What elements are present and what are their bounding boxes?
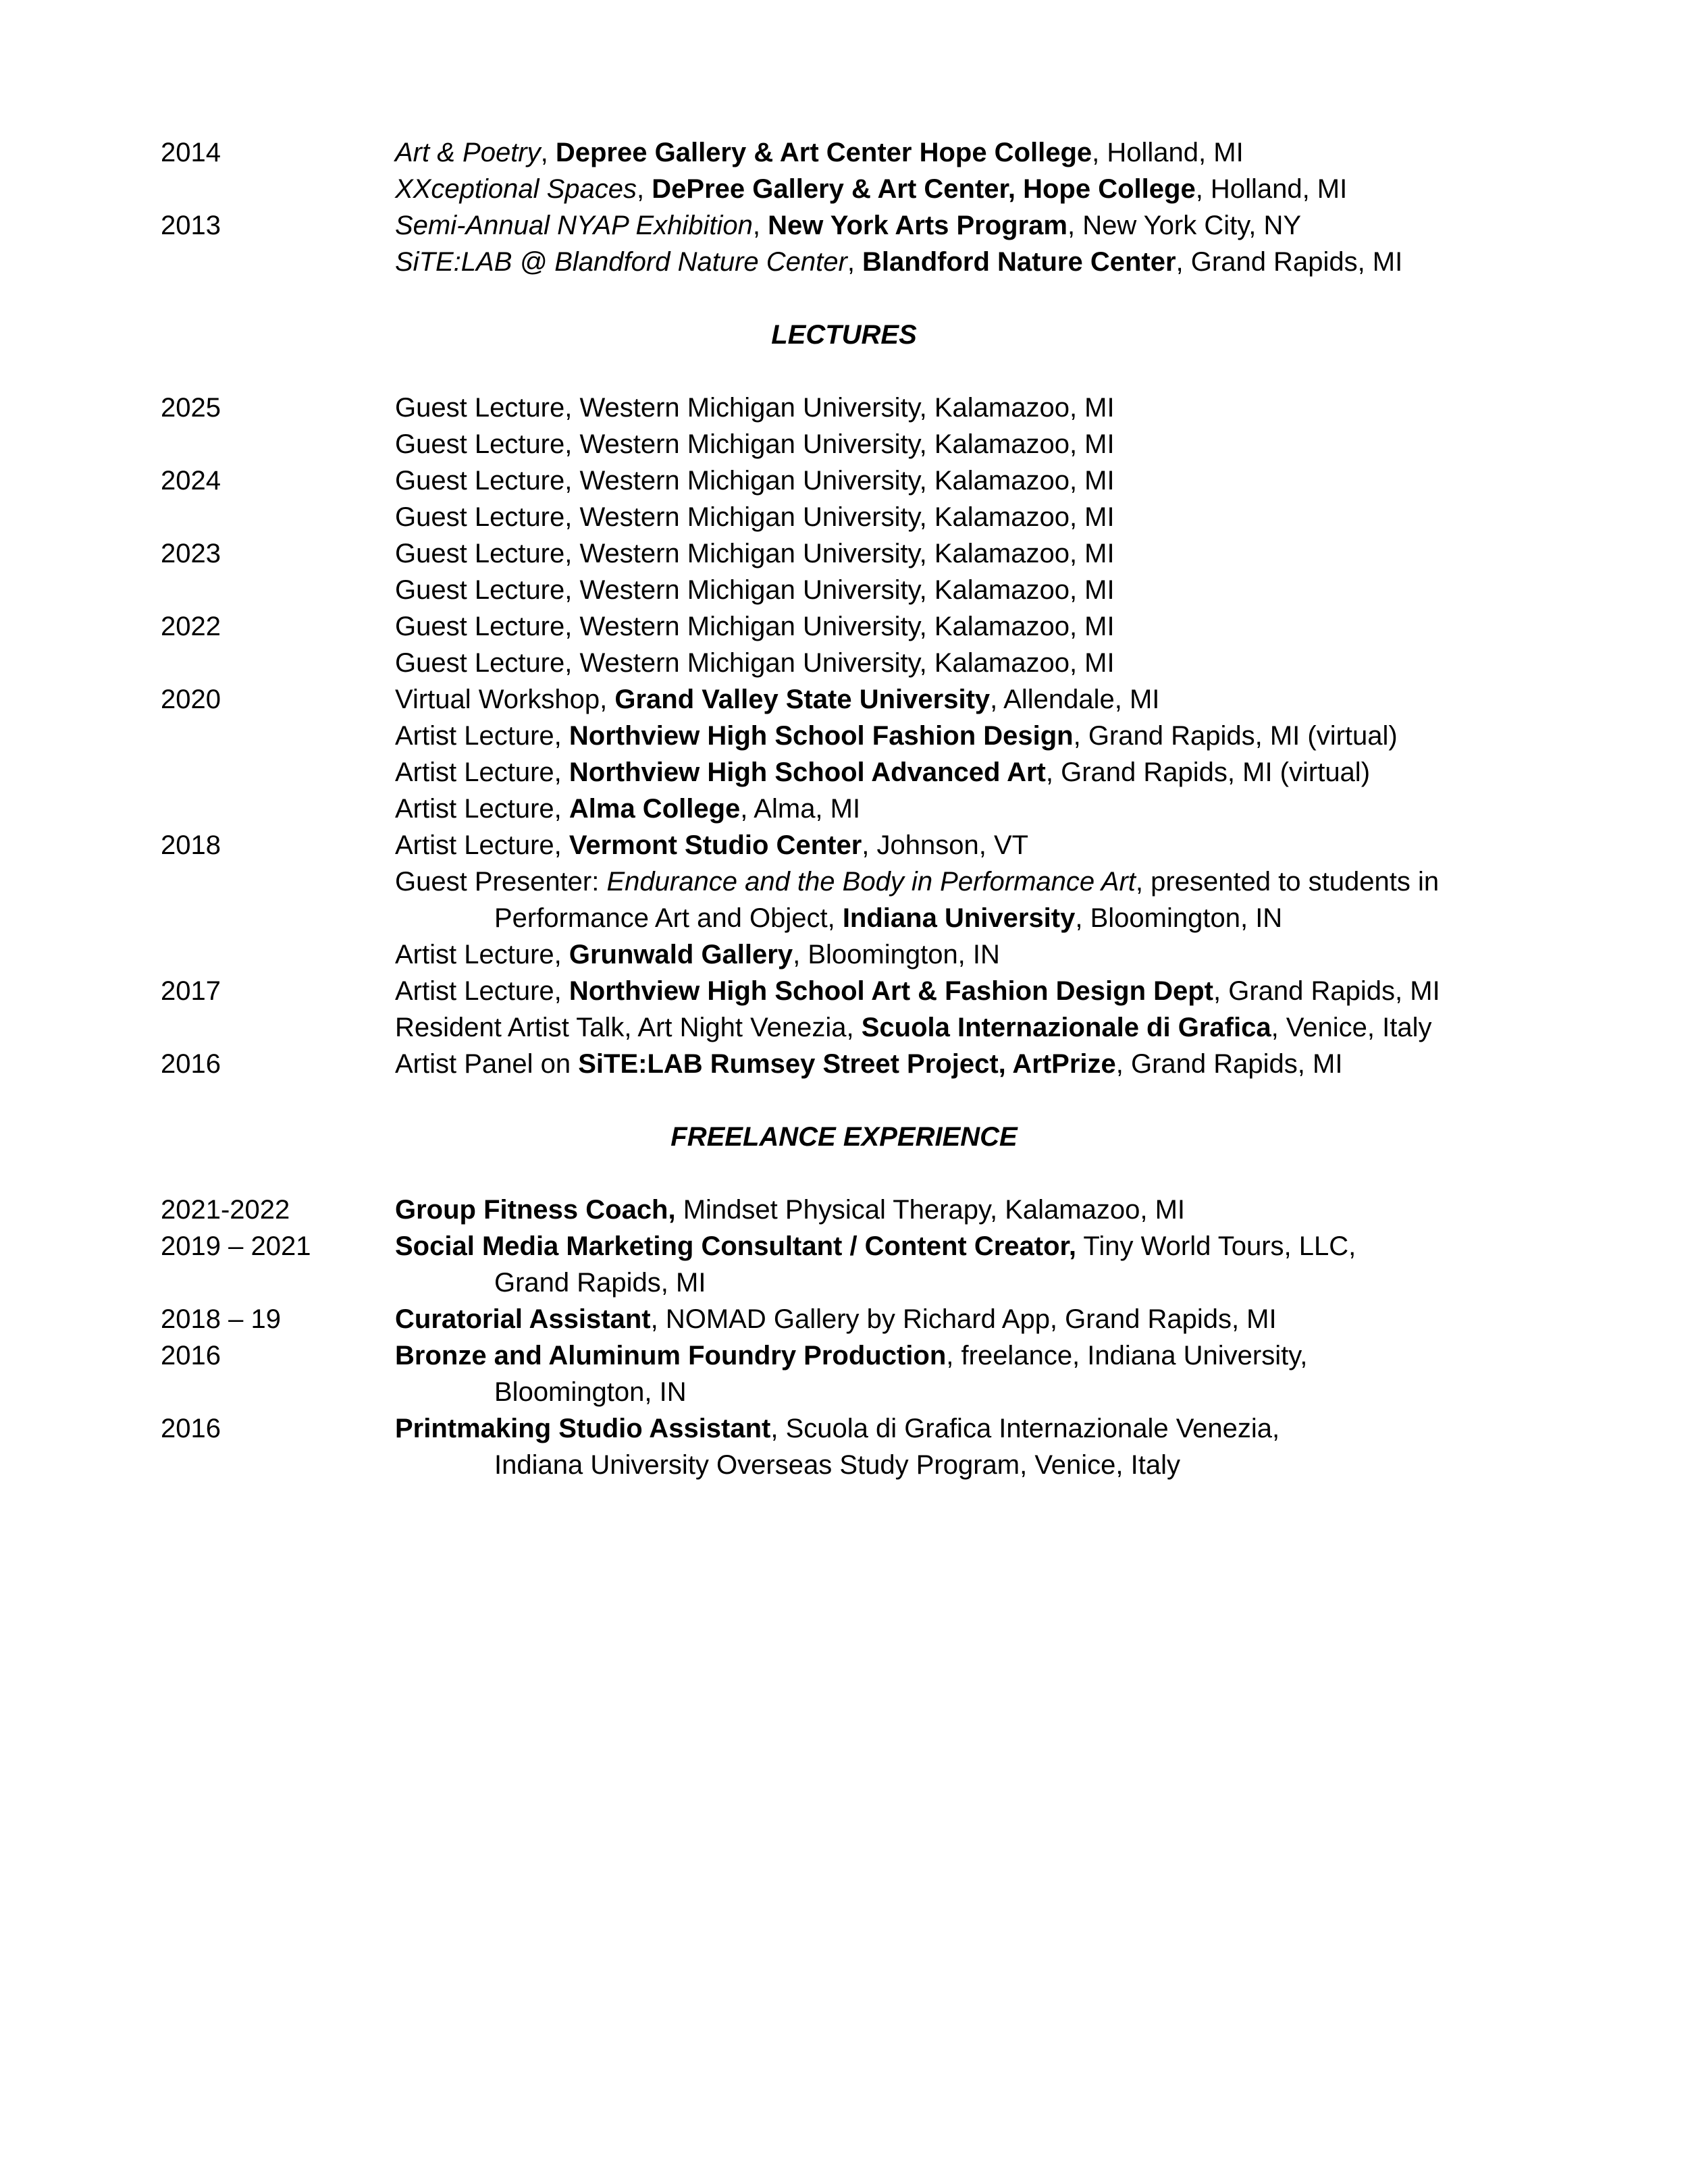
exhibition-venue: New York Arts Program [768,211,1067,240]
lecture-text: Artist Lecture, [395,830,569,860]
entry-year: 2025 [161,393,221,423]
entry-year: 2018 [161,830,221,860]
lecture-venue: Alma College [569,794,741,824]
role-title: Group Fitness Coach, [395,1195,676,1225]
exhibition-title: SiTE:LAB @ Blandford Nature Center [395,247,847,277]
lecture-location: , Grand Rapids, MI (virtual) [1073,721,1398,751]
entry-text [395,608,1115,645]
entry-year: 2024 [161,466,221,496]
entry-year: 2018 – 19 [161,1304,281,1334]
role-details: , freelance, Indiana University, [946,1341,1308,1370]
role-details: Bloomington, IN [494,1377,687,1407]
lecture-text: Guest Lecture, Western Michigan University, Kalamazoo, MI [395,393,1115,423]
entry-text [395,244,1402,280]
entry-text [395,499,1115,535]
entry-year: 2019 – 2021 [161,1231,311,1261]
lecture-venue: Grand Valley State University [614,685,991,714]
entry-year: 2016 [161,1341,221,1370]
lecture-venue: Scuola Internazionale di Grafica [861,1013,1271,1042]
entry-text [494,1447,1180,1483]
exhibition-title: Semi-Annual NYAP Exhibition [395,211,753,240]
entry-year: 2020 [161,685,221,714]
separator: , [540,138,556,167]
lecture-venue: Grunwald Gallery [569,940,793,969]
entry-text [395,1301,1277,1337]
lecture-venue: Northview High School Fashion Design [569,721,1074,751]
entry-text [395,1228,1356,1264]
separator: , [847,247,863,277]
lecture-location: , presented to students in [1135,867,1440,897]
separator: , [637,174,652,204]
entry-text [395,171,1347,207]
lecture-text: Resident Artist Talk, Art Night Venezia, [395,1013,862,1042]
role-title: Bronze and Aluminum Foundry Production [395,1341,947,1370]
entry-year: 2013 [161,211,221,240]
entry-text [494,1374,687,1410]
entry-text [395,1192,1185,1228]
exhibition-title: Art & Poetry [395,138,541,167]
entry-year: 2022 [161,612,221,641]
entry-year: 2021-2022 [161,1195,290,1225]
separator: , [752,211,768,240]
lecture-location: , Bloomington, IN [1075,903,1283,933]
lecture-text: Artist Lecture, [395,940,569,969]
entry-text [395,863,1439,900]
exhibition-venue: DePree Gallery & Art Center, Hope College [652,174,1196,204]
lecture-text: Guest Lecture, Western Michigan University, Kalamazoo, MI [395,612,1115,641]
role-details: Grand Rapids, MI [494,1268,706,1298]
role-details: , NOMAD Gallery by Richard App, Grand Rapids, MI [650,1304,1277,1334]
lecture-text: Artist Lecture, [395,976,569,1006]
lecture-location: , Johnson, VT [862,830,1029,860]
role-title: Curatorial Assistant [395,1304,651,1334]
lecture-venue: Vermont Studio Center [569,830,862,860]
lecture-venue: SiTE:LAB Rumsey Street Project, ArtPrize [578,1049,1116,1079]
entry-text [494,900,1282,936]
entry-year: 2016 [161,1414,221,1443]
entry-text [395,390,1115,426]
entry-text [395,1046,1342,1082]
exhibition-venue: Blandford Nature Center [862,247,1176,277]
entry-text [395,791,860,827]
lecture-text: Guest Presenter: [395,867,607,897]
lecture-location: , Venice, Italy [1271,1013,1432,1042]
lecture-text: Virtual Workshop, [395,685,615,714]
role-details: , Scuola di Grafica Internazionale Venezia, [770,1414,1280,1443]
lectures-heading: LECTURES [771,320,917,350]
lecture-text: Guest Lecture, Western Michigan University, Kalamazoo, MI [395,539,1115,568]
entry-year: 2023 [161,539,221,568]
role-details: Tiny World Tours, LLC, [1076,1231,1356,1261]
entry-text [395,1410,1280,1447]
entry-text [395,827,1028,863]
entry-text [395,134,1244,171]
role-details: Mindset Physical Therapy, Kalamazoo, MI [675,1195,1186,1225]
entry-text [395,462,1115,499]
lecture-location: , Grand Rapids, MI [1213,976,1440,1006]
lecture-location: , Allendale, MI [990,685,1160,714]
role-details: Indiana University Overseas Study Program, Venice, Italy [494,1450,1181,1480]
entry-text [395,973,1440,1009]
entry-year: 2016 [161,1049,221,1079]
lecture-text: Guest Lecture, Western Michigan University, Kalamazoo, MI [395,466,1115,496]
entry-text [494,1264,706,1301]
lecture-location: , Alma, MI [740,794,861,824]
exhibition-title: XXceptional Spaces [395,174,637,204]
entry-text [395,681,1159,718]
lecture-venue: Northview High School Advanced Art [569,757,1046,787]
exhibition-venue: Depree Gallery & Art Center Hope College [555,138,1092,167]
lecture-text: Guest Lecture, Western Michigan University, Kalamazoo, MI [395,575,1115,605]
lecture-venue: Indiana University [842,903,1076,933]
exhibition-location: , Holland, MI [1195,174,1348,204]
entry-year: 2017 [161,976,221,1006]
lecture-location: , Bloomington, IN [793,940,1000,969]
entry-text [395,535,1115,572]
lecture-venue: Northview High School Art & Fashion Design Dept [569,976,1213,1006]
lecture-text: Artist Lecture, [395,757,569,787]
lecture-text: Guest Lecture, Western Michigan University, Kalamazoo, MI [395,502,1115,532]
lecture-location: , Grand Rapids, MI (virtual) [1045,757,1371,787]
entry-text [395,1337,1307,1374]
role-title: Printmaking Studio Assistant [395,1414,771,1443]
entry-text [395,426,1115,462]
lecture-title: Endurance and the Body in Performance Art [606,867,1136,897]
freelance-heading: FREELANCE EXPERIENCE [670,1122,1018,1152]
lecture-text: Artist Panel on [395,1049,579,1079]
entry-year: 2014 [161,138,221,167]
entry-text [395,207,1301,244]
entry-text [395,1009,1432,1046]
lecture-text: Performance Art and Object, [494,903,843,933]
entry-text [395,645,1115,681]
lecture-text: Guest Lecture, Western Michigan University, Kalamazoo, MI [395,429,1115,459]
lecture-location: , Grand Rapids, MI [1115,1049,1343,1079]
role-title: Social Media Marketing Consultant / Content Creator, [395,1231,1077,1261]
lecture-text: Guest Lecture, Western Michigan University, Kalamazoo, MI [395,648,1115,678]
entry-text [395,936,1000,973]
lecture-text: Artist Lecture, [395,721,569,751]
exhibition-location: , Grand Rapids, MI [1176,247,1403,277]
lecture-text: Artist Lecture, [395,794,569,824]
entry-text [395,718,1398,754]
entry-text [395,754,1370,791]
exhibition-location: , Holland, MI [1092,138,1244,167]
exhibition-location: , New York City, NY [1067,211,1302,240]
entry-text [395,572,1115,608]
